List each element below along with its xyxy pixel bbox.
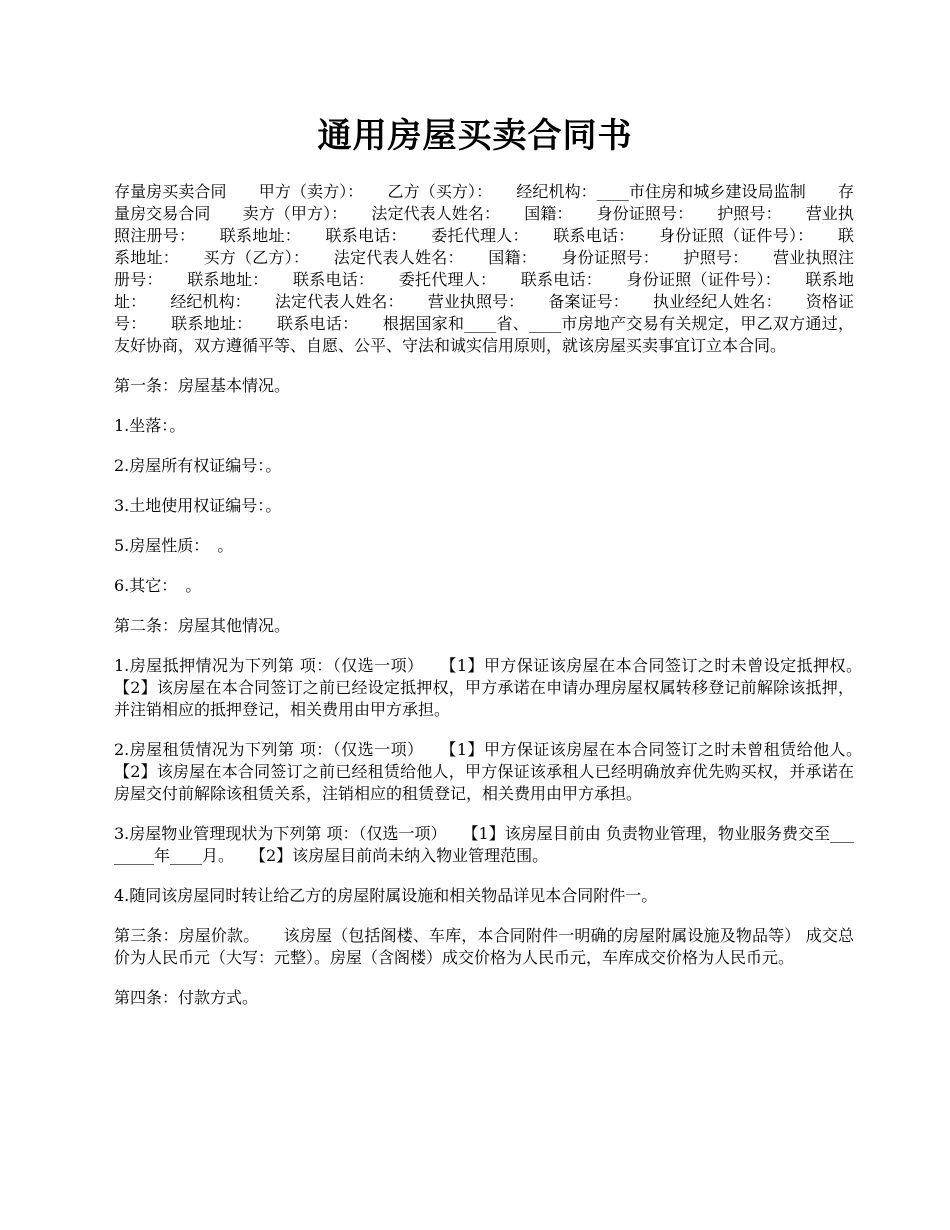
article-2-item-property-management: 3.房屋物业管理现状为下列第 项：（仅选一项） 【1】该房屋目前由 负责物业管理，物业服务费交至________年____月。 【2】该房屋目前尚未纳入物业管理范围。 [114, 824, 854, 865]
article-2-item-mortgage: 1.房屋抵押情况为下列第 项：（仅选一项） 【1】甲方保证该房屋在本合同签订之时未曾设定抵押权。 【2】该房屋在本合同签订之前已经设定抵押权，甲方承诺在申请办理房屋权属转移登记前解除该抵押，并注销相应的抵押登记，相关费用由甲方承担。 [114, 656, 887, 719]
article-3-price: 第三条：房屋价款。 该房屋（包括阁楼、车库，本合同附件一明确的房屋附属设施及物品等） 成交总价为人民币元（大写：元整）。房屋（含阁楼）成交价格为人民币元，车库成交价格为人民币元。 [114, 926, 854, 967]
article-2-heading: 第二条：房屋其他情况。 [114, 616, 291, 635]
article-1-item-other: 6.其它： 。 [114, 576, 202, 595]
document-title: 通用房屋买卖合同书 [317, 116, 633, 156]
article-2-item-attachments: 4.随同该房屋同时转让给乙方的房屋附属设施和相关物品详见本合同附件一。 [114, 886, 658, 905]
article-1-item-land-cert: 3.土地使用权证编号：。 [114, 496, 282, 515]
article-1-item-ownership-cert: 2.房屋所有权证编号：。 [114, 456, 282, 475]
article-1-item-location: 1.坐落：。 [114, 416, 186, 435]
article-2-item-lease: 2.房屋租赁情况为下列第 项：（仅选一项） 【1】甲方保证该房屋在本合同签订之时未曾租赁给他人。 【2】该房屋在本合同签订之前已经租赁给他人，甲方保证该承租人已经明确放弃优先购买权，并承诺在房屋交付前解除该租赁关系，注销相应的租赁登记，相关费用由甲方承担。 [114, 740, 887, 803]
document-body [114, 181, 887, 1027]
article-4-heading: 第四条：付款方式。 [114, 988, 259, 1007]
preamble-paragraph: 存量房买卖合同 甲方（卖方）： 乙方（买方）： 经纪机构：____市住房和城乡建设局监制 存量房交易合同 卖方（甲方）： 法定代表人姓名： 国籍： 身份证照号： 护照号： 营业执照注册号： 联系地址： 联系电话： 委托代理人： 联系电话： 身份证照（证件号）： 联系地址： 买方（乙方）： 法定代表人姓名： 国籍： 身份证照号： 护照号： 营业执照注册号： 联系地址： 联系电话： 委托代理人： 联系电话： 身份证照（证件号）： 联系地址： 经纪机构： 法定代表人姓名： 营业执照号： 备案证号： 执业经纪人姓名： 资格证号： 联系地址： 联系电话： 根据国家和____省、____市房地产交易有关规定，甲乙双方通过，友好协商，双方遵循平等、自愿、公平、守法和诚实信用原则，就该房屋买卖事宜订立本合同。 [114, 182, 854, 355]
article-1-heading: 第一条：房屋基本情况。 [114, 376, 291, 395]
article-1-item-property-nature: 5.房屋性质： 。 [114, 536, 234, 555]
